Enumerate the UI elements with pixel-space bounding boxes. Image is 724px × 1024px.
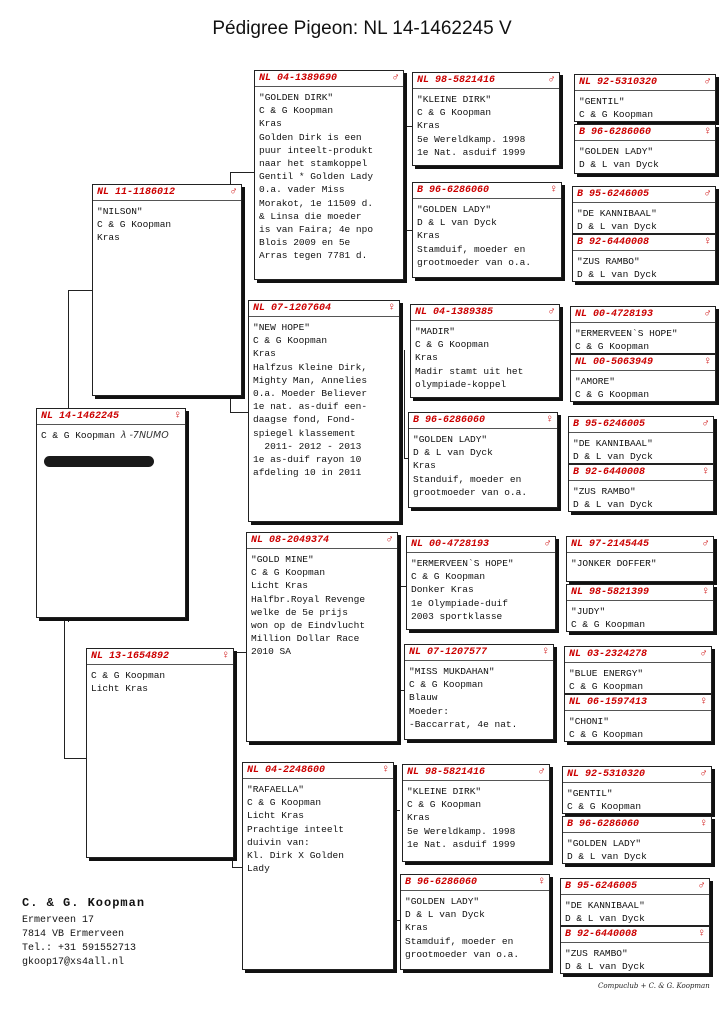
pigeon-name: "KLEINE DIRK" <box>407 786 482 797</box>
info-line: D & L van Dyck <box>413 447 493 459</box>
info-line: olympiade-koppel <box>415 378 507 390</box>
info-line: Kras <box>405 922 428 934</box>
info-line: grootmoeder van o.a. <box>413 486 528 498</box>
info-line: is van Faira; 4e npo <box>259 224 374 236</box>
ring-number: NL 03-2324278 <box>569 649 648 661</box>
info-line: afdeling 10 in 2011 <box>253 467 362 479</box>
ring-number: B 96-6286060 <box>417 185 490 197</box>
info-line: Morakot, 1e 11509 d. <box>259 197 374 209</box>
male-symbol-icon: ♂ <box>700 768 707 781</box>
pigeon-name: "NEW HOPE" <box>253 322 311 333</box>
info-line: duivin van: <box>247 836 310 848</box>
info-line: D & L van Dyck <box>579 159 659 171</box>
info-line: D & L van Dyck <box>567 851 647 863</box>
info-line: Kras <box>407 812 430 824</box>
redaction-scribble <box>44 456 154 467</box>
breeder-city: 7814 VB Ermerveen <box>22 929 125 940</box>
info-line: 1e Nat. asduif 1999 <box>407 838 516 850</box>
info-line: C & G Koopman <box>569 729 644 741</box>
ring-number: NL 08-2049374 <box>251 535 330 547</box>
male-symbol-icon: ♂ <box>548 74 555 87</box>
pigeon-name: "ZUS RAMBO" <box>565 948 628 959</box>
pigeon-name: "GOLDEN LADY" <box>405 896 480 907</box>
pigeon-name: "GOLDEN LADY" <box>567 838 642 849</box>
page-title: Pédigree Pigeon: NL 14-1462245 V <box>212 18 512 39</box>
info-line: Arras tegen 7781 d. <box>259 250 368 262</box>
female-symbol-icon: ♀ <box>382 764 389 777</box>
connector-line <box>230 172 254 173</box>
pigeon-name: "RAFAELLA" <box>247 784 305 795</box>
connector-line <box>396 810 400 811</box>
pigeon-name: "NILSON" <box>97 206 143 217</box>
info-line: Licht Kras <box>251 580 309 592</box>
info-line: Halfzus Kleine Dirk, <box>253 361 368 373</box>
male-symbol-icon: ♂ <box>230 186 237 199</box>
info-line: Moeder: <box>409 705 449 717</box>
info-line: grootmoeder van o.a. <box>417 256 532 268</box>
info-line: Kras <box>415 352 438 364</box>
ring-number: B 96-6286060 <box>413 415 486 427</box>
male-symbol-icon: ♂ <box>698 880 705 893</box>
male-symbol-icon: ♂ <box>544 538 551 551</box>
info-line: C & G Koopman <box>579 109 654 121</box>
pigeon-name: "DE KANNIBAAL" <box>565 900 645 911</box>
info-line: Madir stamt uit het <box>415 365 524 377</box>
info-line: 1e Olympiade-duif <box>411 597 508 609</box>
info-line: Blauw <box>409 692 438 704</box>
connector-line <box>396 810 397 920</box>
male-symbol-icon: ♂ <box>702 538 709 551</box>
info-line: Licht Kras <box>91 683 149 695</box>
info-line: 2011- 2012 - 2013 <box>253 440 362 452</box>
breeder-email: gkoop17@xs4all.nl <box>22 957 125 968</box>
pigeon-name: "MISS MUKDAHAN" <box>409 666 495 677</box>
ring-number: B 92-6440008 <box>577 237 650 249</box>
male-symbol-icon: ♂ <box>702 418 709 431</box>
info-line: 2010 SA <box>251 646 291 658</box>
info-line: puur inteelt-produkt <box>259 144 374 156</box>
female-symbol-icon: ♀ <box>538 876 545 889</box>
female-symbol-icon: ♀ <box>174 410 181 423</box>
pigeon-name: "ZUS RAMBO" <box>573 486 636 497</box>
info-line: Blois 2009 en 5e <box>259 237 351 249</box>
info-line: C & G Koopman <box>569 681 644 693</box>
software-credit: Compuclub + C. & G. Koopman <box>598 982 710 990</box>
ring-number: NL 07-1207604 <box>253 303 332 315</box>
ring-number: B 95-6246005 <box>577 189 650 201</box>
pigeon-card-gen3-7 <box>402 764 550 862</box>
info-line: C & G Koopman <box>571 619 646 631</box>
pigeon-card-paternal-grandmother <box>248 300 400 522</box>
pigeon-name: "ZUS RAMBO" <box>577 256 640 267</box>
info-line: C & G Koopman <box>407 799 482 811</box>
info-line: Kras <box>413 460 436 472</box>
female-symbol-icon: ♀ <box>542 646 549 659</box>
info-line: C & G Koopman <box>259 105 334 117</box>
ring-number: NL 00-4728193 <box>575 309 654 321</box>
ring-number: B 96-6286060 <box>405 877 478 889</box>
pigeon-name: "GOLDEN DIRK" <box>259 92 334 103</box>
ring-number: B 95-6246005 <box>565 881 638 893</box>
pigeon-card-gen4-4 <box>572 234 716 282</box>
female-symbol-icon: ♀ <box>550 184 557 197</box>
info-line: daagse fond, Fond- <box>253 414 356 426</box>
info-line: 1e Nat. asduif 1999 <box>417 146 526 158</box>
pigeon-name: "GOLDEN LADY" <box>413 434 488 445</box>
pigeon-card-gen4-6 <box>570 354 716 402</box>
pigeon-card-gen4-16 <box>560 926 710 974</box>
info-line: D & L van Dyck <box>565 961 645 973</box>
info-line: Standuif, moeder en <box>413 473 522 485</box>
female-symbol-icon: ♀ <box>388 302 395 315</box>
pigeon-name: "CHONI" <box>569 716 609 727</box>
info-line: C & G Koopman <box>253 335 328 347</box>
pigeon-name: "GOLDEN LADY" <box>417 204 492 215</box>
male-symbol-icon: ♂ <box>538 766 545 779</box>
pigeon-name: "DE KANNIBAAL" <box>573 438 653 449</box>
pigeon-name: "GENTIL" <box>579 96 625 107</box>
info-line: -Baccarrat, 4e nat. <box>409 718 518 730</box>
info-line: spiegel klassement <box>253 427 356 439</box>
ring-number: NL 98-5821416 <box>407 767 486 779</box>
connector-line <box>398 586 406 587</box>
info-line: won op de Eindvlucht <box>251 620 366 632</box>
info-line: Prachtige inteelt <box>247 823 344 835</box>
info-line: 5e Wereldkamp. 1998 <box>417 133 526 145</box>
pigeon-card-gen4-5 <box>570 306 716 354</box>
pigeon-card-gen3-5 <box>406 536 556 630</box>
pigeon-name: "GENTIL" <box>567 788 613 799</box>
ring-number: NL 92-5310320 <box>579 77 658 89</box>
info-line: C & G Koopman <box>417 107 492 119</box>
info-line: Kras <box>417 230 440 242</box>
ring-number: NL 97-2145445 <box>571 539 650 551</box>
ring-number: NL 98-5821399 <box>571 587 650 599</box>
female-symbol-icon: ♀ <box>704 126 711 139</box>
male-symbol-icon: ♂ <box>704 308 711 321</box>
connector-line <box>404 350 405 458</box>
ring-number: NL 04-1389690 <box>259 73 338 85</box>
info-line: C & G Koopman <box>91 670 166 681</box>
female-symbol-icon: ♀ <box>700 696 707 709</box>
pigeon-card-gen4-9 <box>566 536 714 582</box>
ring-number: NL 04-1389385 <box>415 307 494 319</box>
pigeon-card-gen4-8 <box>568 464 714 512</box>
info-line: naar het stamkoppel <box>259 158 368 170</box>
pigeon-card-gen3-2 <box>412 182 562 278</box>
breeder-contact <box>22 896 145 970</box>
connector-line <box>64 618 65 758</box>
connector-line <box>64 758 86 759</box>
info-line: Kl. Dirk X Golden <box>247 850 344 862</box>
connector-line <box>68 290 92 291</box>
breeder-phone: Tel.: +31 591552713 <box>22 943 137 954</box>
pigeon-card-maternal-grandfather <box>246 532 398 742</box>
info-line: grootmoeder van o.a. <box>405 948 520 960</box>
pigeon-name: "JONKER DOFFER" <box>571 558 657 569</box>
pigeon-card-subject <box>36 408 186 618</box>
ring-number: B 95-6246005 <box>573 419 646 431</box>
pigeon-card-gen3-8 <box>400 874 550 970</box>
info-line: & Linsa die moeder <box>259 210 362 222</box>
ring-number: NL 14-1462245 <box>41 411 120 423</box>
ring-number: NL 98-5821416 <box>417 75 496 87</box>
info-line: Halfbr.Royal Revenge <box>251 593 366 605</box>
pigeon-name: "MADIR" <box>415 326 455 337</box>
ring-number: B 96-6286060 <box>579 127 652 139</box>
ring-number: NL 00-4728193 <box>411 539 490 551</box>
pigeon-card-gen4-13 <box>562 766 712 814</box>
female-symbol-icon: ♀ <box>702 466 709 479</box>
male-symbol-icon: ♂ <box>704 188 711 201</box>
pigeon-card-gen3-6 <box>404 644 554 740</box>
pigeon-card-father <box>92 184 242 396</box>
ring-number: NL 11-1186012 <box>97 187 176 199</box>
info-line: 1e as-duif rayon 10 <box>253 454 362 466</box>
pigeon-name: "DE KANNIBAAL" <box>577 208 657 219</box>
info-line: D & L van Dyck <box>405 909 485 921</box>
pigeon-card-gen4-7 <box>568 416 714 464</box>
male-symbol-icon: ♂ <box>392 72 399 85</box>
male-symbol-icon: ♂ <box>548 306 555 319</box>
pigeon-card-gen4-15 <box>560 878 710 926</box>
female-symbol-icon: ♀ <box>702 586 709 599</box>
male-symbol-icon: ♂ <box>700 648 707 661</box>
info-line: D & L van Dyck <box>577 269 657 281</box>
info-line: D & L van Dyck <box>417 217 497 229</box>
breeder-address: Ermerveen 17 <box>22 915 95 926</box>
info-line: 0.a. vader Miss <box>259 184 345 196</box>
info-line: Lady <box>247 863 270 875</box>
connector-line <box>230 412 248 413</box>
info-line: C & G Koopman <box>97 219 172 231</box>
info-line: Kras <box>253 348 276 360</box>
info-line: C & G Koopman <box>251 567 326 579</box>
info-line: D & L van Dyck <box>573 451 653 463</box>
female-symbol-icon: ♀ <box>546 414 553 427</box>
pigeon-card-gen4-12 <box>564 694 712 742</box>
female-symbol-icon: ♀ <box>704 236 711 249</box>
pigeon-card-paternal-grandfather <box>254 70 404 280</box>
ring-number: NL 92-5310320 <box>567 769 646 781</box>
breeder-name: C. & G. Koopman <box>22 896 146 910</box>
info-line: Kras <box>97 232 120 244</box>
info-line: D & L van Dyck <box>565 913 645 925</box>
info-line: Kras <box>259 118 282 130</box>
ring-number: NL 07-1207577 <box>409 647 488 659</box>
pigeon-card-gen4-14 <box>562 816 712 864</box>
info-line: 0.a. Moeder Believer <box>253 388 368 400</box>
pigeon-name: "BLUE ENERGY" <box>569 668 644 679</box>
pigeon-name: "KLEINE DIRK" <box>417 94 492 105</box>
ring-number: NL 06-1597413 <box>569 697 648 709</box>
info-line: C & G Koopman <box>247 797 322 809</box>
female-symbol-icon: ♀ <box>700 818 707 831</box>
connector-line <box>404 230 412 231</box>
female-symbol-icon: ♀ <box>698 928 705 941</box>
info-line: Golden Dirk is een <box>259 131 362 143</box>
info-line: D & L van Dyck <box>573 499 653 511</box>
female-symbol-icon: ♀ <box>704 356 711 369</box>
pigeon-name: "AMORE" <box>575 376 615 387</box>
pigeon-name: "GOLDEN LADY" <box>579 146 654 157</box>
pigeon-card-maternal-grandmother <box>242 762 394 970</box>
info-line: 5e Wereldkamp. 1998 <box>407 825 516 837</box>
info-line: Gentil * Golden Lady <box>259 171 374 183</box>
info-line: welke de 5e prijs <box>251 606 348 618</box>
connector-line <box>398 586 399 690</box>
pigeon-card-gen4-11 <box>564 646 712 694</box>
info-line: C & G Koopman <box>409 679 484 691</box>
info-line: C & G Koopman <box>415 339 490 351</box>
pigeon-card-gen3-4 <box>408 412 558 508</box>
pigeon-card-gen4-2 <box>574 124 716 174</box>
info-line: C & G Koopman <box>575 389 650 401</box>
info-line: Million Dollar Race <box>251 633 360 645</box>
info-line: Stamduif, moeder en <box>417 243 526 255</box>
female-symbol-icon: ♀ <box>222 650 229 663</box>
ring-number: B 92-6440008 <box>573 467 646 479</box>
info-line: 1e nat. as-duif een- <box>253 401 368 413</box>
pigeon-card-gen4-3 <box>572 186 716 234</box>
handwritten-note: λ -7NUMO <box>120 430 169 441</box>
male-symbol-icon: ♂ <box>704 76 711 89</box>
info-line: C & G Koopman <box>575 341 650 353</box>
info-line: C & G Koopman λ -7NUMO <box>41 430 169 441</box>
pigeon-card-mother <box>86 648 234 858</box>
ring-number: B 92-6440008 <box>565 929 638 941</box>
pigeon-name: "ERMERVEEN`S HOPE" <box>411 558 514 569</box>
ring-number: NL 13-1654892 <box>91 651 170 663</box>
info-line: 2003 sportklasse <box>411 610 503 622</box>
ring-number: NL 00-5063949 <box>575 357 654 369</box>
pigeon-name: "JUDY" <box>571 606 606 617</box>
info-line: Stamduif, moeder en <box>405 935 514 947</box>
ring-number: NL 04-2248600 <box>247 765 326 777</box>
info-line: Kras <box>417 120 440 132</box>
ring-number: B 96-6286060 <box>567 819 640 831</box>
pigeon-card-gen4-10 <box>566 584 714 632</box>
info-line: Donker Kras <box>411 584 474 596</box>
info-line: Mighty Man, Annelies <box>253 374 368 386</box>
info-line: C & G Koopman <box>411 571 486 583</box>
pigeon-name: "ERMERVEEN`S HOPE" <box>575 328 678 339</box>
connector-line <box>404 126 412 127</box>
info-line: C & G Koopman <box>567 801 642 813</box>
connector-line <box>404 126 405 230</box>
male-symbol-icon: ♂ <box>386 534 393 547</box>
info-line: D & L van Dyck <box>577 221 657 233</box>
pigeon-name: "GOLD MINE" <box>251 554 314 565</box>
pigeon-card-gen3-1 <box>412 72 560 166</box>
connector-line <box>232 867 242 868</box>
pigeon-card-gen4-1 <box>574 74 716 122</box>
info-line: Licht Kras <box>247 810 305 822</box>
pigeon-card-gen3-3 <box>410 304 560 398</box>
